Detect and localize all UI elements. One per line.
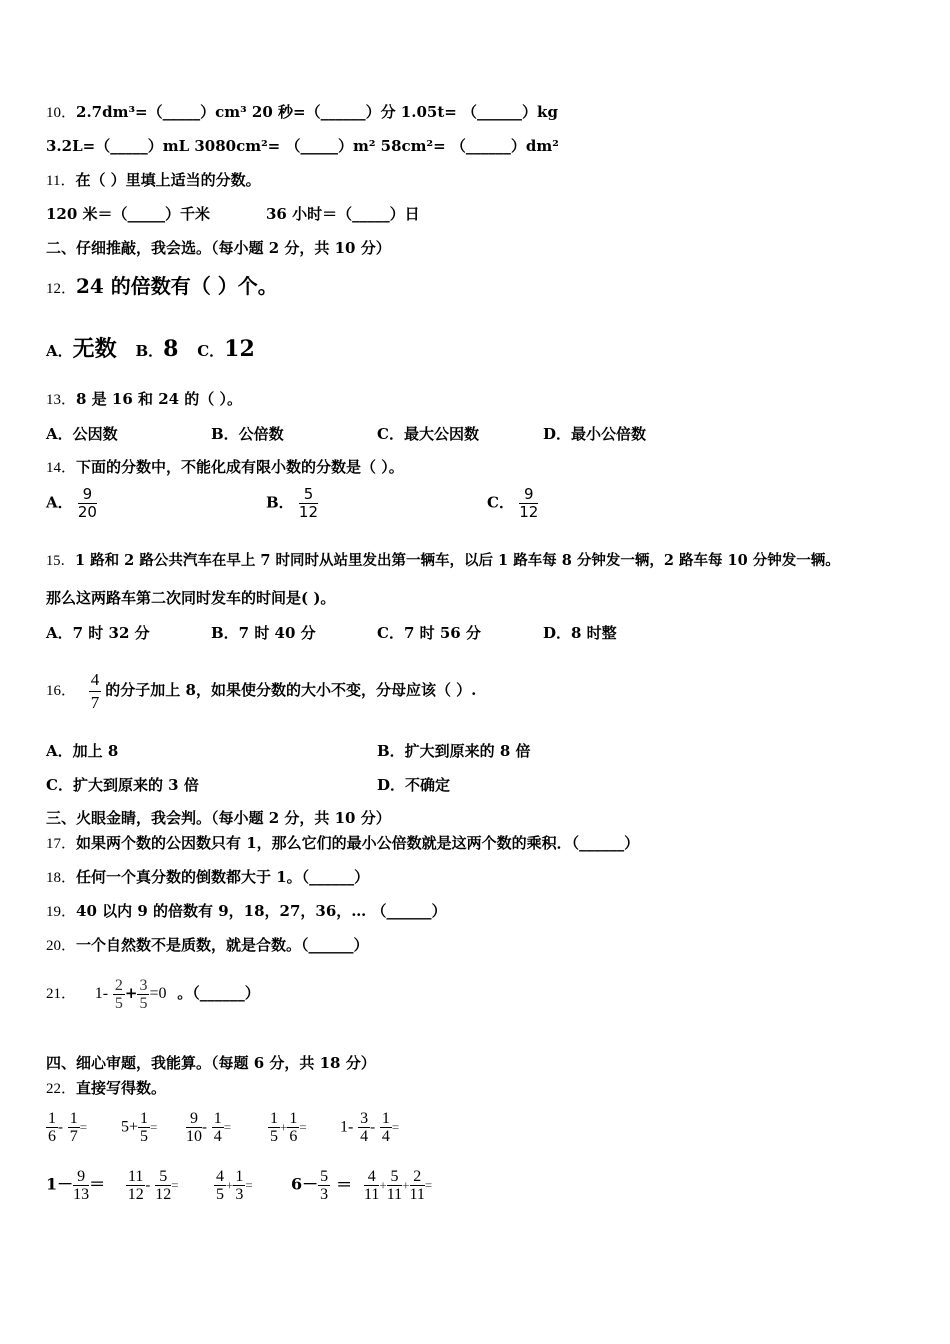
q17-text: 如果两个数的公因数只有 1，那么它们的最小公倍数就是这两个数的乘积．（______） bbox=[76, 834, 640, 852]
q12-option-a-value: 无数 bbox=[72, 336, 117, 362]
numerator: 1 bbox=[48, 1110, 56, 1127]
q19-text: 40 以内 9 的倍数有 9，18，27，36，… （______） bbox=[76, 902, 447, 920]
numerator: 9 bbox=[73, 1168, 89, 1186]
numerator: 4 bbox=[216, 1168, 224, 1185]
operator: - bbox=[202, 1119, 207, 1136]
q21-line bbox=[46, 968, 260, 1018]
q15-option-d: D．8 时整 bbox=[543, 624, 617, 642]
fraction bbox=[212, 1110, 224, 1145]
q11-text: 在（ ）里填上适当的分数。 bbox=[75, 171, 261, 189]
numerator: 5 bbox=[320, 1168, 329, 1185]
fraction bbox=[138, 1110, 150, 1145]
denominator: 13 bbox=[73, 1186, 90, 1203]
denominator: 12 bbox=[298, 503, 319, 521]
fraction bbox=[186, 1110, 202, 1145]
q16-fraction bbox=[89, 669, 102, 714]
numerator: 9 bbox=[186, 1110, 202, 1128]
numerator: 4 bbox=[364, 1168, 379, 1186]
q14-option-a-label: A． bbox=[46, 493, 73, 512]
operator: - bbox=[370, 1119, 376, 1136]
operator: + bbox=[379, 1177, 387, 1193]
q14-option-a-fraction bbox=[78, 486, 97, 521]
q15-line2: 那么这两路车第二次同时发车的时间是( )。 bbox=[46, 589, 336, 607]
q11-number: 11． bbox=[46, 173, 76, 189]
q11-item-a: 120 米＝（_____）千米 bbox=[46, 205, 211, 223]
q21-fraction-1 bbox=[113, 977, 125, 1012]
numerator: 3 bbox=[139, 976, 148, 994]
q20-text: 一个自然数不是质数，就是合数。（______） bbox=[76, 936, 369, 954]
fraction bbox=[287, 1110, 299, 1145]
prefix: 6－ bbox=[291, 1174, 319, 1194]
denominator: 5 bbox=[114, 994, 123, 1012]
q16-text: 的分子加上 8，如果使分数的大小不变，分母应该（ ）. bbox=[105, 681, 477, 699]
numerator: 5 bbox=[155, 1168, 171, 1186]
denominator: 4 bbox=[213, 1128, 222, 1145]
fraction bbox=[358, 1110, 370, 1145]
q13-number: 13． bbox=[46, 392, 77, 408]
denominator: 5 bbox=[270, 1128, 278, 1145]
q19-number: 19． bbox=[46, 904, 77, 920]
q14-option-c bbox=[487, 486, 538, 521]
denominator: 6 bbox=[48, 1128, 56, 1145]
q15-text: 1 路和 2 路公共汽车在早上 7 时同时从站里发出第一辆车，以后 1 路车每 8 分钟发一辆，2 路车每 10 分钟发一辆。 bbox=[75, 552, 840, 569]
denominator: 3 bbox=[320, 1186, 329, 1203]
equals: = bbox=[150, 1119, 158, 1135]
operator: - bbox=[145, 1177, 151, 1194]
equals: = bbox=[391, 1119, 400, 1135]
fraction bbox=[126, 1168, 145, 1203]
fraction bbox=[233, 1168, 245, 1203]
q18-line bbox=[46, 867, 369, 888]
q12-option-c-value: 12 bbox=[224, 336, 255, 362]
q14-line bbox=[46, 457, 404, 478]
denominator: 7 bbox=[90, 692, 100, 712]
q15-number: 15． bbox=[46, 553, 75, 569]
q21-equals: =0 bbox=[149, 985, 167, 1002]
operator: - bbox=[58, 1119, 63, 1136]
numerator: 1 bbox=[69, 1110, 78, 1127]
equals: ＝ bbox=[336, 1174, 353, 1194]
q10-line1 bbox=[46, 102, 558, 123]
equals: = bbox=[299, 1119, 307, 1135]
denominator: 11 bbox=[386, 1186, 403, 1203]
q13-text: 8 是 16 和 24 的（ ）。 bbox=[76, 390, 243, 408]
q20-line bbox=[46, 935, 369, 956]
q12-option-c-label: C． bbox=[197, 342, 225, 360]
q16-option-d: D．不确定 bbox=[377, 776, 451, 794]
q22-item-8 bbox=[214, 1168, 253, 1203]
q16-option-b: B．扩大到原来的 8 倍 bbox=[377, 742, 531, 760]
prefix: 1－ bbox=[46, 1174, 74, 1194]
q14-option-c-fraction bbox=[519, 486, 538, 521]
q18-number: 18． bbox=[46, 870, 77, 886]
equals: ＝ bbox=[89, 1174, 106, 1194]
q15-option-b: B．7 时 40 分 bbox=[211, 624, 316, 642]
numerator: 2 bbox=[114, 976, 123, 994]
q21-plus: + bbox=[124, 984, 138, 1002]
q12-number: 12． bbox=[46, 281, 77, 297]
fraction bbox=[155, 1168, 171, 1203]
fraction bbox=[364, 1168, 379, 1203]
numerator: 5 bbox=[387, 1168, 402, 1186]
fraction bbox=[318, 1168, 330, 1203]
denominator: 5 bbox=[140, 1128, 149, 1145]
q12-text: 24 的倍数有（ ）个。 bbox=[76, 274, 278, 298]
q10-text-2: 3.2L=（_____）mL 3080cm²= （_____）m² 58cm²= （______）dm² bbox=[46, 137, 559, 155]
q13-option-c: C．最大公因数 bbox=[377, 425, 479, 443]
q22-text: 直接写得数。 bbox=[76, 1079, 167, 1097]
fraction bbox=[387, 1168, 402, 1203]
q16-line bbox=[46, 656, 476, 724]
numerator: 11 bbox=[128, 1168, 144, 1185]
denominator: 10 bbox=[186, 1128, 202, 1145]
q16-number: 16． bbox=[46, 683, 77, 699]
denominator: 5 bbox=[139, 994, 148, 1012]
q20-number: 20． bbox=[46, 938, 77, 954]
numerator: 4 bbox=[89, 669, 102, 692]
operator: + bbox=[280, 1119, 288, 1135]
q17-line bbox=[46, 833, 639, 854]
q14-option-c-label: C． bbox=[487, 493, 514, 512]
q16-option-a: A．加上 8 bbox=[46, 742, 119, 760]
equals: = bbox=[245, 1177, 253, 1193]
q10-text-1: 2.7dm³=（_____）cm³ 20 秒=（______）分 1.05t= （______）kg bbox=[76, 103, 558, 121]
q22-item-9 bbox=[291, 1168, 352, 1203]
equals: = bbox=[79, 1119, 88, 1135]
fraction bbox=[46, 1110, 58, 1145]
denominator: 12 bbox=[519, 503, 539, 521]
operator: + bbox=[226, 1177, 234, 1193]
equals: = bbox=[171, 1177, 179, 1193]
denominator: 12 bbox=[127, 1186, 144, 1203]
q12-options bbox=[46, 336, 255, 364]
q22-item-10 bbox=[364, 1168, 432, 1203]
q22-line bbox=[46, 1078, 166, 1099]
numerator: 2 bbox=[410, 1168, 425, 1186]
q22-item-4 bbox=[268, 1110, 307, 1145]
section-2-heading: 二、仔细推敲，我会选。（每小题 2 分，共 10 分） bbox=[46, 239, 391, 257]
denominator: 11 bbox=[364, 1186, 380, 1203]
numerator: 1 bbox=[235, 1168, 244, 1185]
q22-item-2 bbox=[121, 1110, 157, 1145]
q14-option-b-label: B． bbox=[266, 493, 294, 512]
denominator: 20 bbox=[77, 503, 97, 521]
numerator: 9 bbox=[78, 486, 97, 504]
q18-text: 任何一个真分数的倒数都大于 1。（______） bbox=[76, 868, 370, 886]
section-4-heading: 四、细心审题，我能算。（每题 6 分，共 18 分） bbox=[46, 1054, 376, 1072]
q11-item-b: 36 小时＝（_____）日 bbox=[266, 205, 420, 223]
denominator: 7 bbox=[69, 1128, 78, 1145]
q12-line bbox=[46, 274, 278, 301]
q16-option-c: C．扩大到原来的 3 倍 bbox=[46, 776, 199, 794]
numerator: 1 bbox=[270, 1110, 278, 1127]
denominator: 5 bbox=[216, 1186, 224, 1203]
fraction bbox=[268, 1110, 280, 1145]
q22-item-5 bbox=[340, 1110, 399, 1145]
numerator: 1 bbox=[289, 1110, 298, 1127]
q22-item-6 bbox=[46, 1168, 105, 1203]
q22-item-7 bbox=[126, 1168, 179, 1203]
q10-number: 10． bbox=[46, 105, 77, 121]
q14-option-b-fraction bbox=[299, 486, 318, 521]
denominator: 12 bbox=[155, 1186, 172, 1203]
q15-option-c: C．7 时 56 分 bbox=[377, 624, 481, 642]
q17-number: 17． bbox=[46, 836, 77, 852]
q19-line bbox=[46, 901, 447, 922]
prefix: 1- bbox=[340, 1118, 354, 1136]
numerator: 5 bbox=[299, 486, 318, 504]
equals: = bbox=[424, 1177, 433, 1193]
numerator: 1 bbox=[381, 1110, 390, 1127]
q21-expr-start: 1- bbox=[94, 985, 109, 1002]
q14-option-b bbox=[266, 486, 318, 521]
q22-item-3 bbox=[186, 1110, 231, 1145]
q14-text: 下面的分数中，不能化成有限小数的分数是（ ）。 bbox=[76, 458, 404, 476]
fraction bbox=[410, 1168, 425, 1203]
q15-line1 bbox=[46, 551, 840, 571]
q12-option-b-label: B． bbox=[135, 342, 164, 360]
fraction bbox=[68, 1110, 80, 1145]
q11-line2 bbox=[46, 204, 210, 224]
q10-line2 bbox=[46, 136, 559, 156]
numerator: 1 bbox=[140, 1110, 149, 1127]
denominator: 11 bbox=[409, 1186, 425, 1203]
q13-option-d: D．最小公倍数 bbox=[543, 425, 647, 443]
prefix: 5+ bbox=[121, 1118, 139, 1136]
q21-fraction-2 bbox=[137, 977, 149, 1012]
q22-number: 22． bbox=[46, 1081, 77, 1097]
q11-line1 bbox=[46, 170, 261, 191]
fraction bbox=[380, 1110, 392, 1145]
q13-line bbox=[46, 389, 242, 410]
q14-number: 14． bbox=[46, 460, 77, 476]
q15-option-a: A．7 时 32 分 bbox=[46, 624, 150, 642]
operator: + bbox=[402, 1177, 410, 1193]
numerator: 1 bbox=[213, 1110, 222, 1127]
q12-option-b-value: 8 bbox=[163, 336, 179, 362]
q13-option-a: A．公因数 bbox=[46, 425, 118, 443]
fraction bbox=[73, 1168, 89, 1203]
denominator: 4 bbox=[381, 1128, 390, 1145]
q12-option-a-label: A． bbox=[46, 342, 73, 360]
fraction bbox=[214, 1168, 226, 1203]
q21-number: 21． bbox=[46, 986, 77, 1002]
q13-option-b: B．公倍数 bbox=[211, 425, 284, 443]
denominator: 6 bbox=[289, 1128, 298, 1145]
numerator: 3 bbox=[360, 1110, 369, 1127]
denominator: 4 bbox=[360, 1128, 369, 1145]
q14-option-a bbox=[46, 486, 97, 521]
denominator: 3 bbox=[235, 1186, 244, 1203]
q21-tail: 。（______） bbox=[177, 984, 260, 1002]
section-3-heading: 三、火眼金睛，我会判。（每小题 2 分，共 10 分） bbox=[46, 809, 391, 827]
equals: = bbox=[223, 1119, 232, 1135]
numerator: 9 bbox=[519, 486, 538, 504]
q22-item-1 bbox=[46, 1110, 87, 1145]
